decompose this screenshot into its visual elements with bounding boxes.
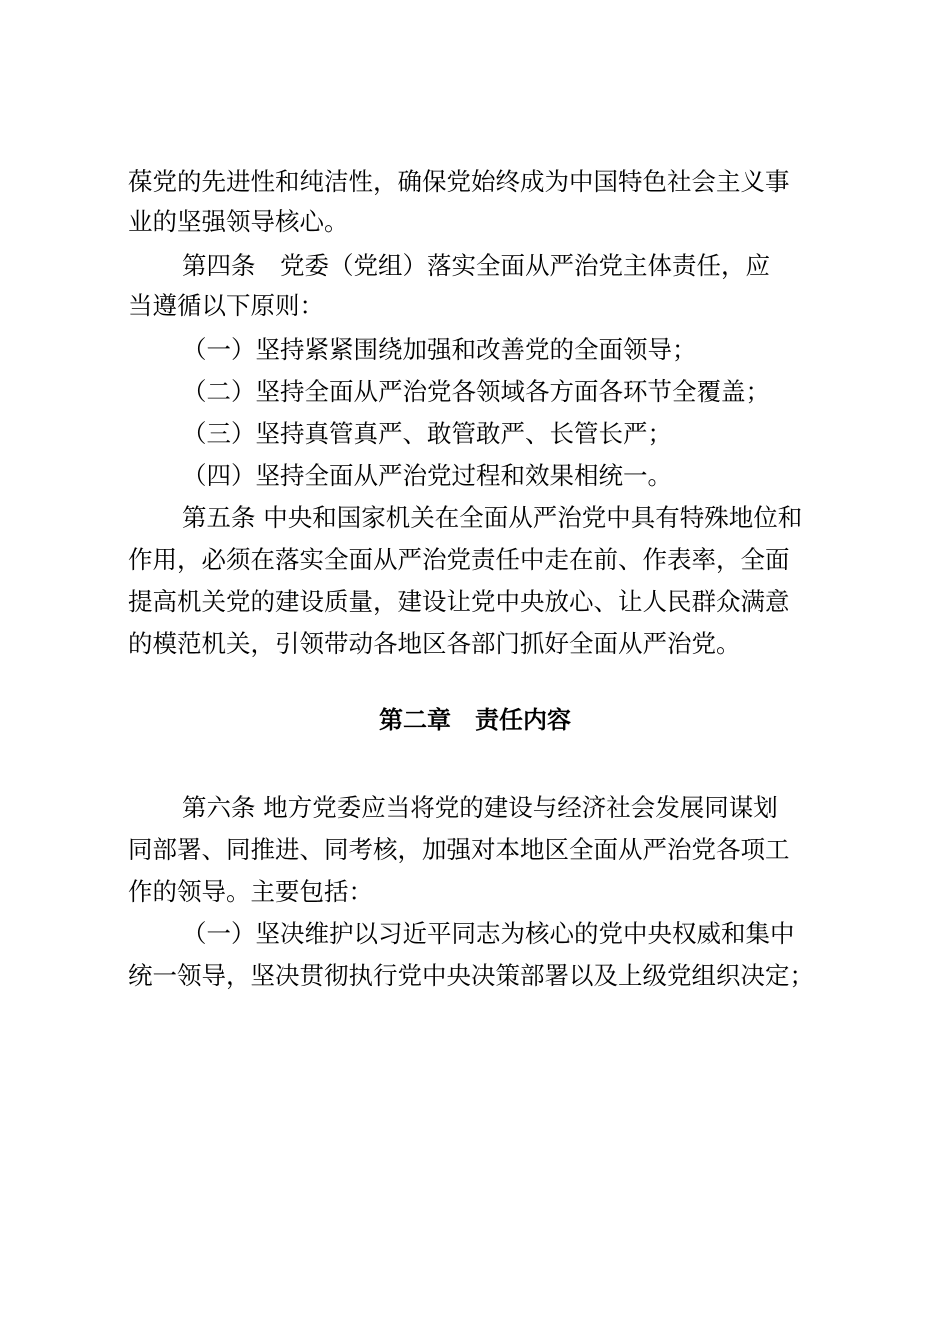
list-item-4: （四）坚持全面从严治党过程和效果相统一。 xyxy=(182,461,672,490)
list-item-1: （一）坚持紧紧围绕加强和改善党的全面领导； xyxy=(182,335,697,364)
text-line-10: 作用，必须在落实全面从严治党责任中走在前、作表率，全面 xyxy=(128,545,790,574)
article-5-heading-line: 第五条 中央和国家机关在全面从严治党中具有特殊地位和 xyxy=(182,503,803,532)
text-line-14: 同部署、同推进、同考核，加强对本地区全面从严治党各项工 xyxy=(128,835,790,864)
article-6-heading-line: 第六条 地方党委应当将党的建设与经济社会发展同谋划 xyxy=(182,793,778,822)
chapter-title: 第二章 责任内容 xyxy=(379,706,571,734)
text-line-2: 业的坚强领导核心。 xyxy=(128,207,349,236)
article-6-list-item-1: （一）坚决维护以习近平同志为核心的党中央权威和集中 xyxy=(182,919,795,948)
text-line-12: 的模范机关，引领带动各地区各部门抓好全面从严治党。 xyxy=(128,629,741,658)
article-4-heading-line: 第四条 党委（党组）落实全面从严治党主体责任，应 xyxy=(182,251,770,280)
text-line-11: 提高机关党的建设质量，建设让党中央放心、让人民群众满意 xyxy=(128,587,790,616)
text-line-17: 统一领导，坚决贯彻执行党中央决策部署以及上级党组织决定； xyxy=(128,961,814,990)
list-item-2: （二）坚持全面从严治党各领域各方面各环节全覆盖； xyxy=(182,377,770,406)
text-line-15: 作的领导。主要包括： xyxy=(128,877,373,906)
text-line-4: 当遵循以下原则： xyxy=(128,291,324,320)
text-line-1: 葆党的先进性和纯洁性，确保党始终成为中国特色社会主义事 xyxy=(128,167,790,196)
list-item-3: （三）坚持真管真严、敢管敢严、长管长严； xyxy=(182,419,672,448)
